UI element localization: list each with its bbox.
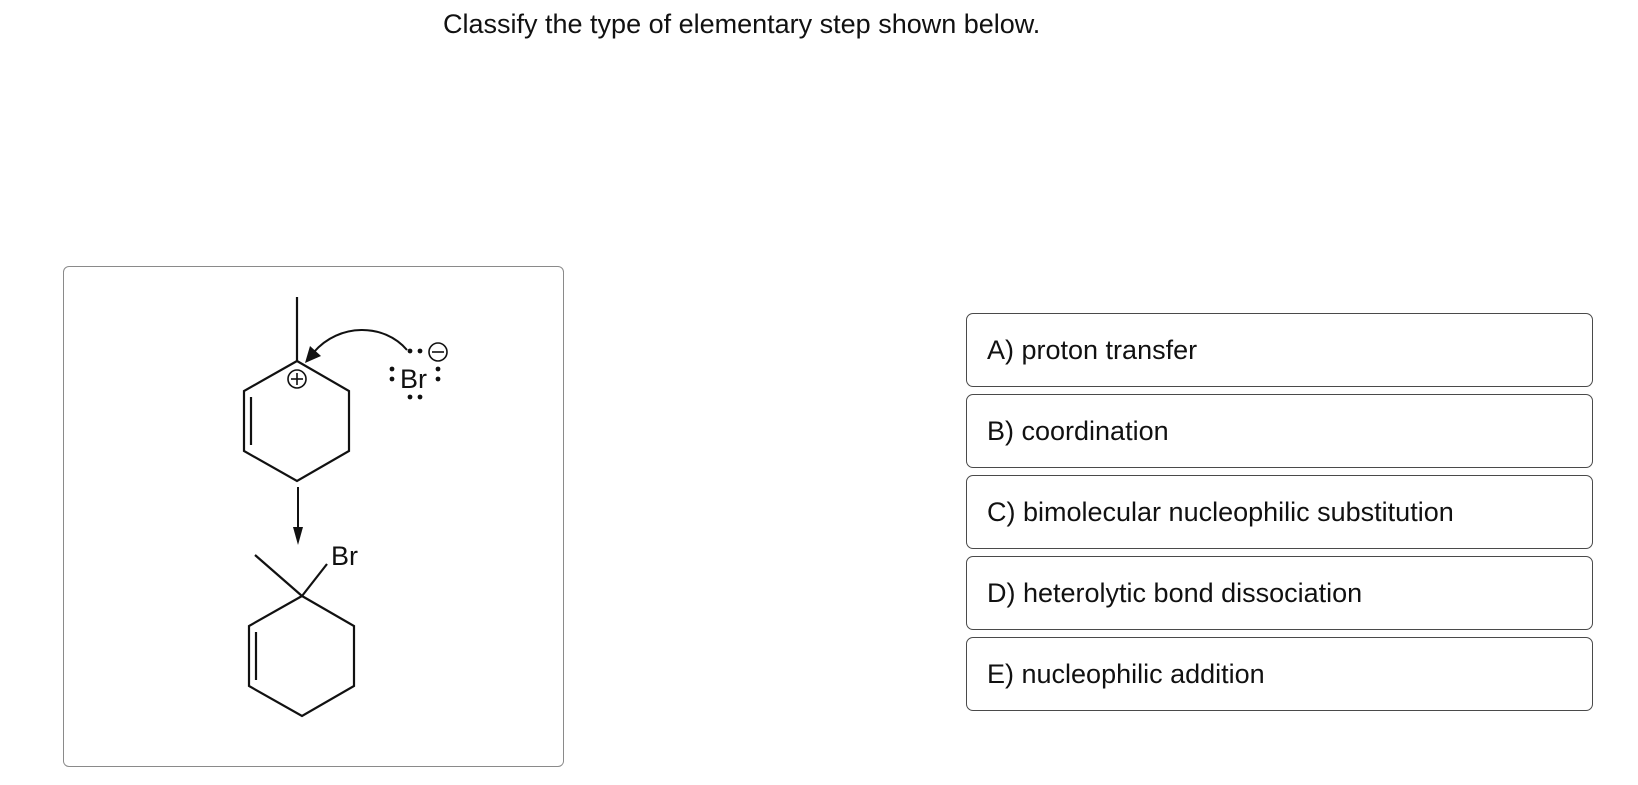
reaction-figure	[63, 266, 564, 767]
reactant-molecule	[244, 297, 349, 481]
choice-c-label: C) bimolecular nucleophilic substitution	[987, 496, 1454, 527]
curved-arrow-icon	[305, 330, 407, 363]
choice-e-label: E) nucleophilic addition	[987, 658, 1265, 689]
bromide-label: Br	[400, 364, 427, 394]
choice-e-button[interactable]	[966, 637, 1593, 711]
positive-charge-icon	[288, 370, 306, 388]
choice-c-button[interactable]	[966, 475, 1593, 549]
answer-choices	[966, 313, 1593, 718]
bromide-ion	[390, 343, 447, 399]
negative-charge-icon	[429, 343, 447, 361]
choice-b-button[interactable]	[966, 394, 1593, 468]
choice-a-button[interactable]	[966, 313, 1593, 387]
choice-a-label: A) proton transfer	[987, 334, 1198, 365]
question-prompt: Classify the type of elementary step shown below.	[443, 9, 1041, 39]
cyclohexene-ring-product	[249, 596, 354, 716]
product-molecule	[249, 555, 354, 716]
product-br-label: Br	[331, 541, 358, 571]
reaction-diagram	[64, 267, 563, 766]
choice-d-label: D) heterolytic bond dissociation	[987, 577, 1363, 608]
reaction-arrow-icon	[293, 487, 303, 545]
choice-b-label: B) coordination	[987, 415, 1169, 446]
br-bond-product	[302, 564, 327, 596]
methyl-bond-product	[255, 555, 302, 596]
choice-d-button[interactable]	[966, 556, 1593, 630]
